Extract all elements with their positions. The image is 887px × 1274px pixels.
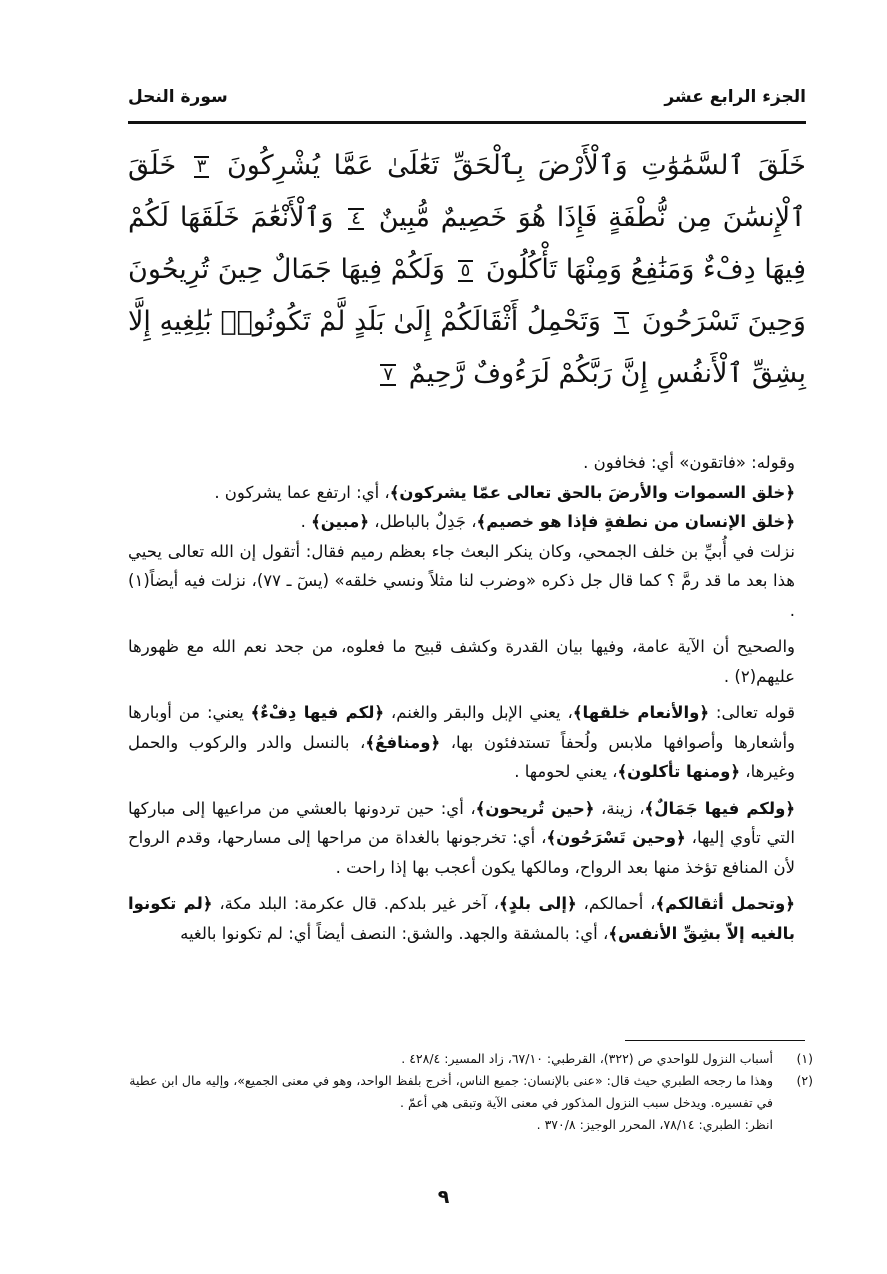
paragraph: وقوله: «فاتقون» أي: فخافون . [583, 453, 795, 472]
footnote [128, 1114, 813, 1136]
quoted-verse: ﴿ومنافعُ﴾ [365, 732, 441, 752]
footnotes [128, 1048, 813, 1136]
quoted-verse: ﴿لم تكونوا بالغيه إلاّ بشِقِّ الأنفس﴾ [128, 894, 795, 943]
verse-text: وَٱلْأَنْعَٰمَ خَلَقَهَا لَكُمْ فِيهَا دِفْءٌ وَمَنَٰفِعُ وَمِنْهَا تَأْكُلُونَ [128, 202, 806, 285]
paragraph: والصحيح أن الآية عامة، وفيها بيان القدرة وكشف قبيح ما فعلوه، من جحد نعم الله مع ظهورها عليهم(٢) . [128, 637, 795, 686]
verse-text: خَلَقَ ٱلْإِنسَٰنَ مِن نُّطْفَةٍ فَإِذَا هُوَ خَصِيمٌ مُّبِينٌ [128, 150, 806, 233]
running-header [128, 82, 806, 112]
surah-title: سورة النحل [128, 87, 228, 107]
quran-verses [128, 140, 806, 400]
footnote [128, 1070, 813, 1114]
verse-text: وَلَكُمْ فِيهَا جَمَالٌ حِينَ تُرِيحُونَ وَحِينَ تَسْرَحُونَ [128, 254, 806, 337]
verse-number-marker: ٣ [194, 156, 210, 178]
footnote-text: وهذا ما رجحه الطبري حيث قال: «عنى بالإنسان: جميع الناس، أخرج بلفظ الواحد، وهو في معنى الجميع»، وإليه مال ابن عطية في تفسيره. ويدخل سبب النزول المذكور في معنى الآية وتبقى هي أعمّ . [129, 1073, 773, 1110]
verse-text: خَلَقَ ٱلسَّمَٰوَٰتِ وَٱلْأَرْضَ بِٱلْحَقِّ تَعَٰلَىٰ عَمَّا يُشْرِكُونَ [226, 150, 806, 181]
paragraph: ﴿وتحمل أثقالكم﴾، أحمالكم، ﴿إلى بلدٍ﴾، آخر غير بلدكم. قال عكرمة: البلد مكة، ﴿لم تكونوا بالغيه إلاّ بشِقِّ الأنفس﴾، أي: بالمشقة والجهد. والشق: النصف أيضاً أي: لم تكونوا بالغيه [128, 894, 795, 943]
paragraph: قوله تعالى: ﴿والأنعام خلقها﴾، يعني الإبل والبقر والغنم، ﴿لكم فيها دِفْءٌ﴾ يعني: من أوبارها وأشعارها وأصوافها ملابس ولُحفاً تستدفئون بها، ﴿ومنافعُ﴾، بالنسل والدر والركوب والحمل وغيرها، ﴿ومنها تأكلون﴾، يعني لحومها . [128, 703, 795, 781]
verse-number-marker: ٥ [458, 260, 474, 282]
verse-text: وَتَحْمِلُ أَثْقَالَكُمْ إِلَىٰ بَلَدٍ لَّمْ تَكُونُوا۟ بَٰلِغِيهِ إِلَّا بِشِقِّ ٱلْأَنفُسِ إِنَّ رَبَّكُمْ لَرَءُوفٌ رَّحِيمٌ [128, 306, 806, 389]
header-rule [128, 121, 806, 124]
footnote-text: أسباب النزول للواحدي ص (٣٢٢)، القرطبي: ٦٧/١٠، زاد المسير: ٤٢٨/٤ . [401, 1051, 773, 1066]
page-number: ٩ [437, 1186, 450, 1208]
quoted-verse: ﴿مبين﴾ [311, 512, 369, 531]
quoted-verse: ﴿خلق السموات والأرضَ بالحق تعالى عمّا يشركون﴾ [389, 482, 795, 502]
quoted-verse: ﴿حين تُريحون﴾ [475, 798, 595, 818]
paragraph: ﴿خلق الإنسان من نطفةٍ فإذا هو خصيم﴾، جَدِلٌ بالباطل، ﴿مبين﴾ . [300, 512, 795, 531]
quoted-verse: ﴿ومنها تأكلون﴾ [617, 762, 741, 781]
verse-number-marker: ٤ [348, 208, 364, 230]
footnote-text: انظر: الطبري: ٧٨/١٤، المحرر الوجيز: ٣٧٠/٨ . [536, 1117, 773, 1132]
quoted-verse: ﴿خلق الإنسان من نطفةٍ فإذا هو خصيم﴾ [476, 512, 795, 531]
juz-title: الجزء الرابع عشر [664, 87, 806, 107]
quoted-verse: ﴿وتحمل أثقالكم﴾ [655, 894, 795, 913]
quoted-verse: ﴿لكم فيها دِفْءٌ﴾ [250, 703, 385, 722]
footnote-number: (٢) [796, 1073, 813, 1088]
paragraph: ﴿ولكم فيها جَمَالٌ﴾، زينة، ﴿حين تُريحون﴾، أي: حين تردونها بالعشي من مراعيها إلى مباركها التي تأوي إليها، ﴿وحين تَسْرَحُون﴾، أي: تخرجونها بالغداة من مراحها إلى مسارحها، وقدم الرواح لأن المنافع تؤخذ منها بعد الرواح، ومالكها يكون أعجب بها إذا راحت . [128, 798, 796, 877]
paragraph: ﴿خلق السموات والأرضَ بالحق تعالى عمّا يشركون﴾، أي: ارتفع عما يشركون . [214, 482, 795, 502]
verse-number-marker: ٧ [380, 364, 396, 386]
quoted-verse: ﴿ولكم فيها جَمَالٌ﴾ [644, 798, 796, 818]
quoted-verse: ﴿والأنعام خلقها﴾ [572, 703, 710, 722]
paragraph: نزلت في أُبيِّ بن خلف الجمحي، وكان ينكر البعث جاء بعظم رميم فقال: أتقول إن الله تعالى يحيي هذا بعد ما قد رمَّ ؟ كما قال جل ذكره «وضرب لنا مثلاً ونسي خلقه» (يسٓ ـ ٧٧)، نزلت فيه أيضاً(١) . [128, 541, 795, 620]
footnote-number: (١) [796, 1051, 813, 1066]
commentary-text [128, 448, 813, 948]
quoted-verse: ﴿إلى بلدٍ﴾ [499, 894, 577, 913]
footnote-rule [625, 1040, 805, 1041]
verse-number-marker: ٦ [614, 312, 630, 334]
footnote [128, 1048, 813, 1070]
quoted-verse: ﴿وحين تَسْرَحُون﴾ [546, 828, 686, 847]
